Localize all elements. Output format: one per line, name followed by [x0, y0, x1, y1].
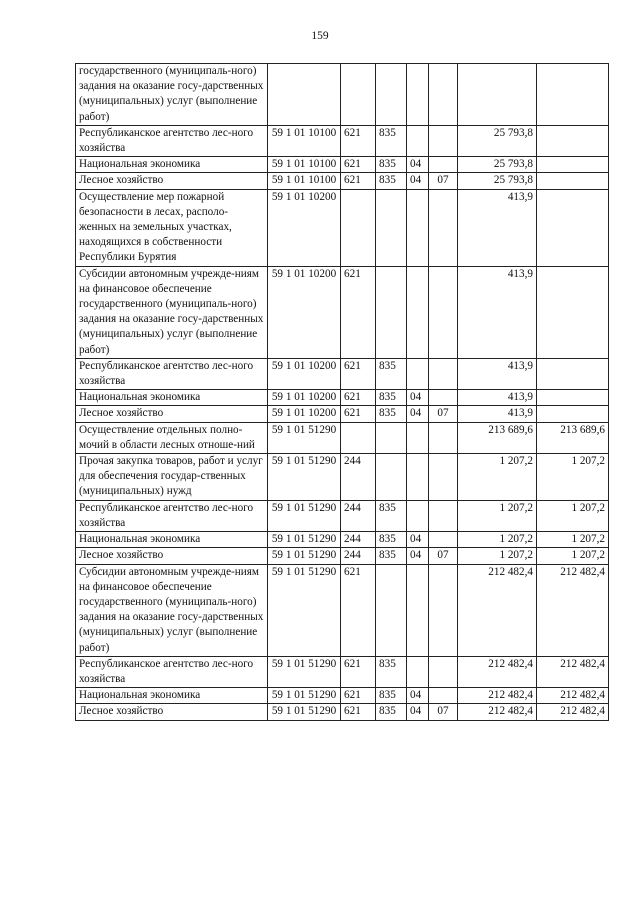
admin-code-cell: 835 [376, 157, 407, 173]
row-name-cell: Субсидии автономным учрежде-ниям на финансовое обеспечение государственного (муниципаль-ного) задания на оказание госу-дарственных (муниципальных) услуг (выполнение работ) [76, 266, 268, 358]
subsection-cell [429, 157, 458, 173]
amount-total-cell: 413,9 [458, 266, 537, 358]
target-article-cell: 59 1 01 10200 [268, 390, 341, 406]
amount-federal-cell [537, 390, 609, 406]
expense-type-cell: 244 [341, 500, 376, 531]
row-name-cell: Республиканское агентство лес-ного хозяйства [76, 125, 268, 156]
admin-code-cell: 835 [376, 358, 407, 389]
subsection-cell [429, 656, 458, 687]
target-article-cell: 59 1 01 51290 [268, 704, 341, 720]
admin-code-cell [376, 422, 407, 453]
row-name-cell: Национальная экономика [76, 688, 268, 704]
expense-type-cell: 621 [341, 656, 376, 687]
row-name-cell: Национальная экономика [76, 390, 268, 406]
amount-federal-cell: 212 482,4 [537, 688, 609, 704]
amount-total-cell: 213 689,6 [458, 422, 537, 453]
section-cell: 04 [407, 532, 429, 548]
expense-type-cell [341, 422, 376, 453]
section-cell: 04 [407, 688, 429, 704]
table-row [76, 173, 609, 189]
row-name-cell: Прочая закупка товаров, работ и услуг для обеспечения государ-ственных (муниципальных) нужд [76, 454, 268, 501]
table-row [76, 266, 609, 358]
row-name-cell: Осуществление отдельных полно-мочий в области лесных отноше-ний [76, 422, 268, 453]
subsection-cell [429, 532, 458, 548]
target-article-cell: 59 1 01 10100 [268, 173, 341, 189]
table-row [76, 548, 609, 564]
section-cell [407, 500, 429, 531]
target-article-cell: 59 1 01 51290 [268, 564, 341, 656]
expense-type-cell: 621 [341, 266, 376, 358]
admin-code-cell: 835 [376, 656, 407, 687]
section-cell: 04 [407, 157, 429, 173]
section-cell [407, 422, 429, 453]
amount-federal-cell [537, 406, 609, 422]
target-article-cell: 59 1 01 10200 [268, 406, 341, 422]
table-row [76, 500, 609, 531]
amount-federal-cell [537, 125, 609, 156]
subsection-cell [429, 688, 458, 704]
section-cell [407, 125, 429, 156]
subsection-cell [429, 125, 458, 156]
amount-total-cell: 212 482,4 [458, 688, 537, 704]
amount-federal-cell [537, 157, 609, 173]
amount-federal-cell: 1 207,2 [537, 454, 609, 501]
expense-type-cell [341, 64, 376, 126]
admin-code-cell [376, 564, 407, 656]
section-cell: 04 [407, 406, 429, 422]
table-row [76, 704, 609, 720]
expense-type-cell: 621 [341, 125, 376, 156]
admin-code-cell: 835 [376, 173, 407, 189]
amount-total-cell: 212 482,4 [458, 656, 537, 687]
row-name-cell: Субсидии автономным учрежде-ниям на финансовое обеспечение государственного (муниципаль-ного) задания на оказание госу-дарственных (муниципальных) услуг (выполнение работ) [76, 564, 268, 656]
expense-type-cell: 621 [341, 688, 376, 704]
amount-total-cell: 212 482,4 [458, 564, 537, 656]
amount-total-cell: 1 207,2 [458, 454, 537, 501]
row-name-cell: Республиканское агентство лес-ного хозяйства [76, 656, 268, 687]
section-cell [407, 358, 429, 389]
budget-table-body [76, 64, 609, 721]
admin-code-cell: 835 [376, 548, 407, 564]
amount-federal-cell: 1 207,2 [537, 532, 609, 548]
subsection-cell: 07 [429, 704, 458, 720]
amount-federal-cell [537, 64, 609, 126]
subsection-cell [429, 564, 458, 656]
table-row [76, 656, 609, 687]
section-cell [407, 189, 429, 266]
admin-code-cell: 835 [376, 704, 407, 720]
row-name-cell: Лесное хозяйство [76, 406, 268, 422]
amount-federal-cell: 213 689,6 [537, 422, 609, 453]
admin-code-cell [376, 266, 407, 358]
table-row [76, 406, 609, 422]
row-name-cell: Лесное хозяйство [76, 173, 268, 189]
expense-type-cell: 621 [341, 564, 376, 656]
amount-total-cell: 25 793,8 [458, 157, 537, 173]
amount-total-cell: 25 793,8 [458, 125, 537, 156]
subsection-cell [429, 454, 458, 501]
subsection-cell [429, 266, 458, 358]
amount-federal-cell: 1 207,2 [537, 548, 609, 564]
target-article-cell: 59 1 01 51290 [268, 532, 341, 548]
amount-federal-cell: 212 482,4 [537, 564, 609, 656]
expense-type-cell: 621 [341, 406, 376, 422]
expense-type-cell: 621 [341, 173, 376, 189]
admin-code-cell [376, 454, 407, 501]
table-row [76, 688, 609, 704]
subsection-cell [429, 189, 458, 266]
admin-code-cell: 835 [376, 532, 407, 548]
expense-type-cell [341, 189, 376, 266]
expense-type-cell: 244 [341, 548, 376, 564]
budget-table [75, 63, 609, 721]
section-cell [407, 564, 429, 656]
row-name-cell: Республиканское агентство лес-ного хозяйства [76, 358, 268, 389]
target-article-cell: 59 1 01 51290 [268, 454, 341, 501]
table-row [76, 454, 609, 501]
admin-code-cell [376, 64, 407, 126]
page-number: 159 [311, 30, 329, 42]
amount-federal-cell [537, 189, 609, 266]
target-article-cell: 59 1 01 51290 [268, 688, 341, 704]
admin-code-cell: 835 [376, 500, 407, 531]
table-row [76, 189, 609, 266]
section-cell [407, 454, 429, 501]
row-name-cell: Национальная экономика [76, 157, 268, 173]
subsection-cell [429, 64, 458, 126]
expense-type-cell: 621 [341, 390, 376, 406]
target-article-cell: 59 1 01 10200 [268, 358, 341, 389]
table-row [76, 532, 609, 548]
amount-total-cell: 1 207,2 [458, 548, 537, 564]
expense-type-cell: 621 [341, 358, 376, 389]
row-name-cell: Осуществление мер пожарной безопасности в лесах, располо-женных на земельных участках, находящихся в собственности Республики Бурятия [76, 189, 268, 266]
subsection-cell [429, 390, 458, 406]
row-name-cell: Лесное хозяйство [76, 548, 268, 564]
section-cell: 04 [407, 173, 429, 189]
section-cell [407, 266, 429, 358]
table-row [76, 125, 609, 156]
amount-federal-cell [537, 266, 609, 358]
admin-code-cell: 835 [376, 688, 407, 704]
table-row [76, 564, 609, 656]
target-article-cell: 59 1 01 51290 [268, 548, 341, 564]
amount-total-cell: 25 793,8 [458, 173, 537, 189]
amount-total-cell: 413,9 [458, 406, 537, 422]
row-name-cell: Лесное хозяйство [76, 704, 268, 720]
row-name-cell: Республиканское агентство лес-ного хозяйства [76, 500, 268, 531]
target-article-cell: 59 1 01 10100 [268, 157, 341, 173]
subsection-cell [429, 358, 458, 389]
admin-code-cell: 835 [376, 125, 407, 156]
subsection-cell: 07 [429, 548, 458, 564]
expense-type-cell: 244 [341, 532, 376, 548]
amount-federal-cell [537, 358, 609, 389]
section-cell [407, 656, 429, 687]
subsection-cell [429, 422, 458, 453]
amount-federal-cell: 212 482,4 [537, 656, 609, 687]
row-name-cell: государственного (муниципаль-ного) задания на оказание госу-дарственных (муниципальных) услуг (выполнение работ) [76, 64, 268, 126]
table-row [76, 157, 609, 173]
section-cell [407, 64, 429, 126]
amount-federal-cell: 212 482,4 [537, 704, 609, 720]
amount-total-cell: 212 482,4 [458, 704, 537, 720]
admin-code-cell: 835 [376, 406, 407, 422]
expense-type-cell: 621 [341, 157, 376, 173]
section-cell: 04 [407, 548, 429, 564]
amount-total-cell [458, 64, 537, 126]
target-article-cell: 59 1 01 51290 [268, 500, 341, 531]
amount-total-cell: 413,9 [458, 390, 537, 406]
admin-code-cell [376, 189, 407, 266]
row-name-cell: Национальная экономика [76, 532, 268, 548]
table-row [76, 64, 609, 126]
expense-type-cell: 244 [341, 454, 376, 501]
target-article-cell: 59 1 01 10200 [268, 189, 341, 266]
target-article-cell: 59 1 01 10200 [268, 266, 341, 358]
section-cell: 04 [407, 390, 429, 406]
target-article-cell: 59 1 01 51290 [268, 422, 341, 453]
target-article-cell [268, 64, 341, 126]
amount-total-cell: 413,9 [458, 358, 537, 389]
section-cell: 04 [407, 704, 429, 720]
target-article-cell: 59 1 01 10100 [268, 125, 341, 156]
table-row [76, 422, 609, 453]
amount-federal-cell: 1 207,2 [537, 500, 609, 531]
target-article-cell: 59 1 01 51290 [268, 656, 341, 687]
amount-total-cell: 1 207,2 [458, 532, 537, 548]
expense-type-cell: 621 [341, 704, 376, 720]
amount-total-cell: 1 207,2 [458, 500, 537, 531]
subsection-cell: 07 [429, 406, 458, 422]
subsection-cell: 07 [429, 173, 458, 189]
subsection-cell [429, 500, 458, 531]
amount-total-cell: 413,9 [458, 189, 537, 266]
admin-code-cell: 835 [376, 390, 407, 406]
amount-federal-cell [537, 173, 609, 189]
table-row [76, 358, 609, 389]
table-row [76, 390, 609, 406]
